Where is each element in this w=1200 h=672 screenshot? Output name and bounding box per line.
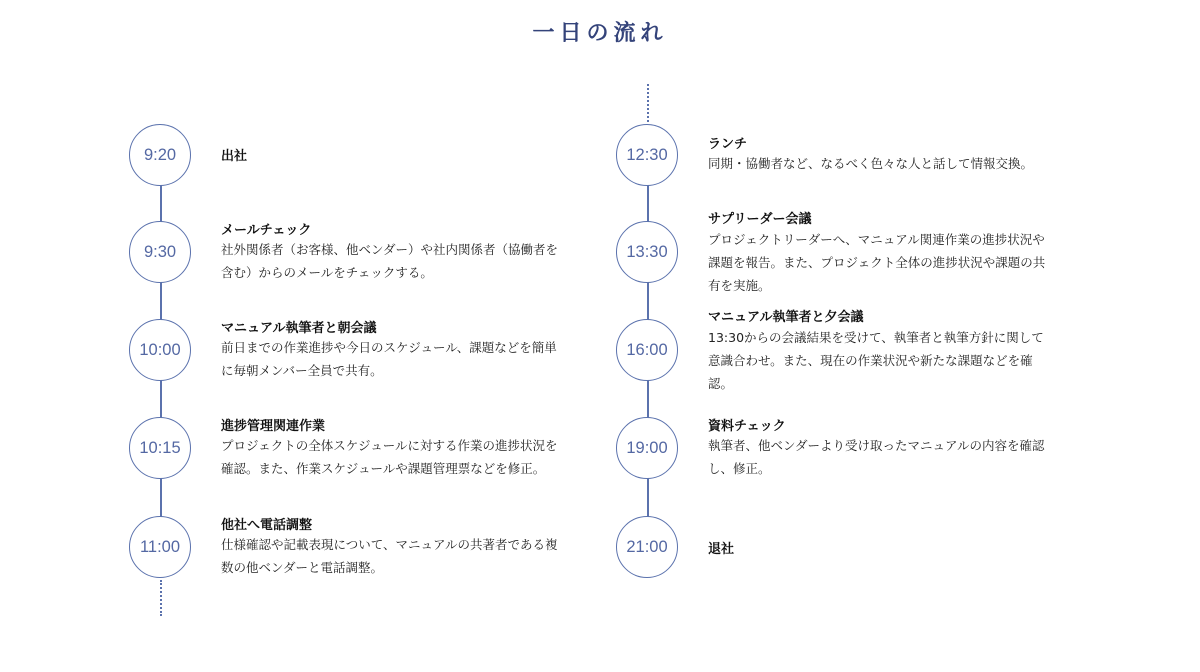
time-label: 11:00 bbox=[139, 537, 181, 556]
item-description: プロジェクトリーダーへ、マニュアル関連作業の進捗状況や課題を報告。また、プロジェクト全体の進捗状況や課題の共有を実施。 bbox=[708, 232, 1046, 293]
item-title: ランチ bbox=[708, 137, 748, 152]
item-title: マニュアル執筆者と朝会議 bbox=[221, 321, 377, 336]
time-label: 16:00 bbox=[626, 340, 668, 359]
item-description: 社外関係者（お客様、他ベンダー）や社内関係者（協働者を含む）からのメールをチェックする。 bbox=[221, 242, 559, 280]
time-label: 10:15 bbox=[139, 438, 181, 457]
item-title: メールチェック bbox=[221, 223, 312, 238]
time-circle bbox=[616, 516, 678, 578]
time-label: 13:30 bbox=[626, 242, 668, 261]
item-description: 仕様確認や記載表現について、マニュアルの共著者である複数の他ベンダーと電話調整。 bbox=[221, 537, 558, 575]
time-circle bbox=[616, 124, 678, 186]
item-description: 執筆者、他ベンダーより受け取ったマニュアルの内容を確認し、修正。 bbox=[708, 438, 1045, 476]
item-description: 前日までの作業進捗や今日のスケジュール、課題などを簡単に毎朝メンバー全員で共有。 bbox=[221, 340, 557, 378]
time-circle bbox=[616, 221, 678, 283]
time-label: 21:00 bbox=[626, 537, 668, 556]
page-title: 一日の流れ bbox=[532, 21, 668, 46]
item-title: 資料チェック bbox=[708, 419, 786, 434]
time-label: 19:00 bbox=[626, 438, 668, 457]
item-title: マニュアル執筆者と夕会議 bbox=[708, 310, 864, 325]
item-title: 進捗管理関連作業 bbox=[221, 419, 326, 434]
time-label: 12:30 bbox=[626, 145, 668, 164]
time-circle bbox=[616, 417, 678, 479]
time-label: 10:00 bbox=[139, 340, 181, 359]
time-label: 9:30 bbox=[143, 242, 177, 261]
item-title: サプリーダー会議 bbox=[708, 212, 812, 227]
time-label: 9:20 bbox=[143, 145, 177, 164]
item-title: 退社 bbox=[708, 542, 735, 557]
timeline-dots-top-right bbox=[647, 84, 649, 122]
item-title: 出社 bbox=[221, 149, 248, 164]
item-title: 他社へ電話調整 bbox=[221, 518, 313, 533]
item-description: プロジェクトの全体スケジュールに対する作業の進捗状況を確認。また、作業スケジュールや課題管理票などを修正。 bbox=[221, 438, 558, 476]
item-description: 13:30からの会議結果を受けて、執筆者と執筆方針に関して意識合わせ。また、現在の作業状況や新たな課題などを確認。 bbox=[708, 330, 1044, 391]
time-circle bbox=[616, 319, 678, 381]
item-description: 同期・協働者など、なるべく色々な人と話して情報交換。 bbox=[708, 156, 1034, 171]
